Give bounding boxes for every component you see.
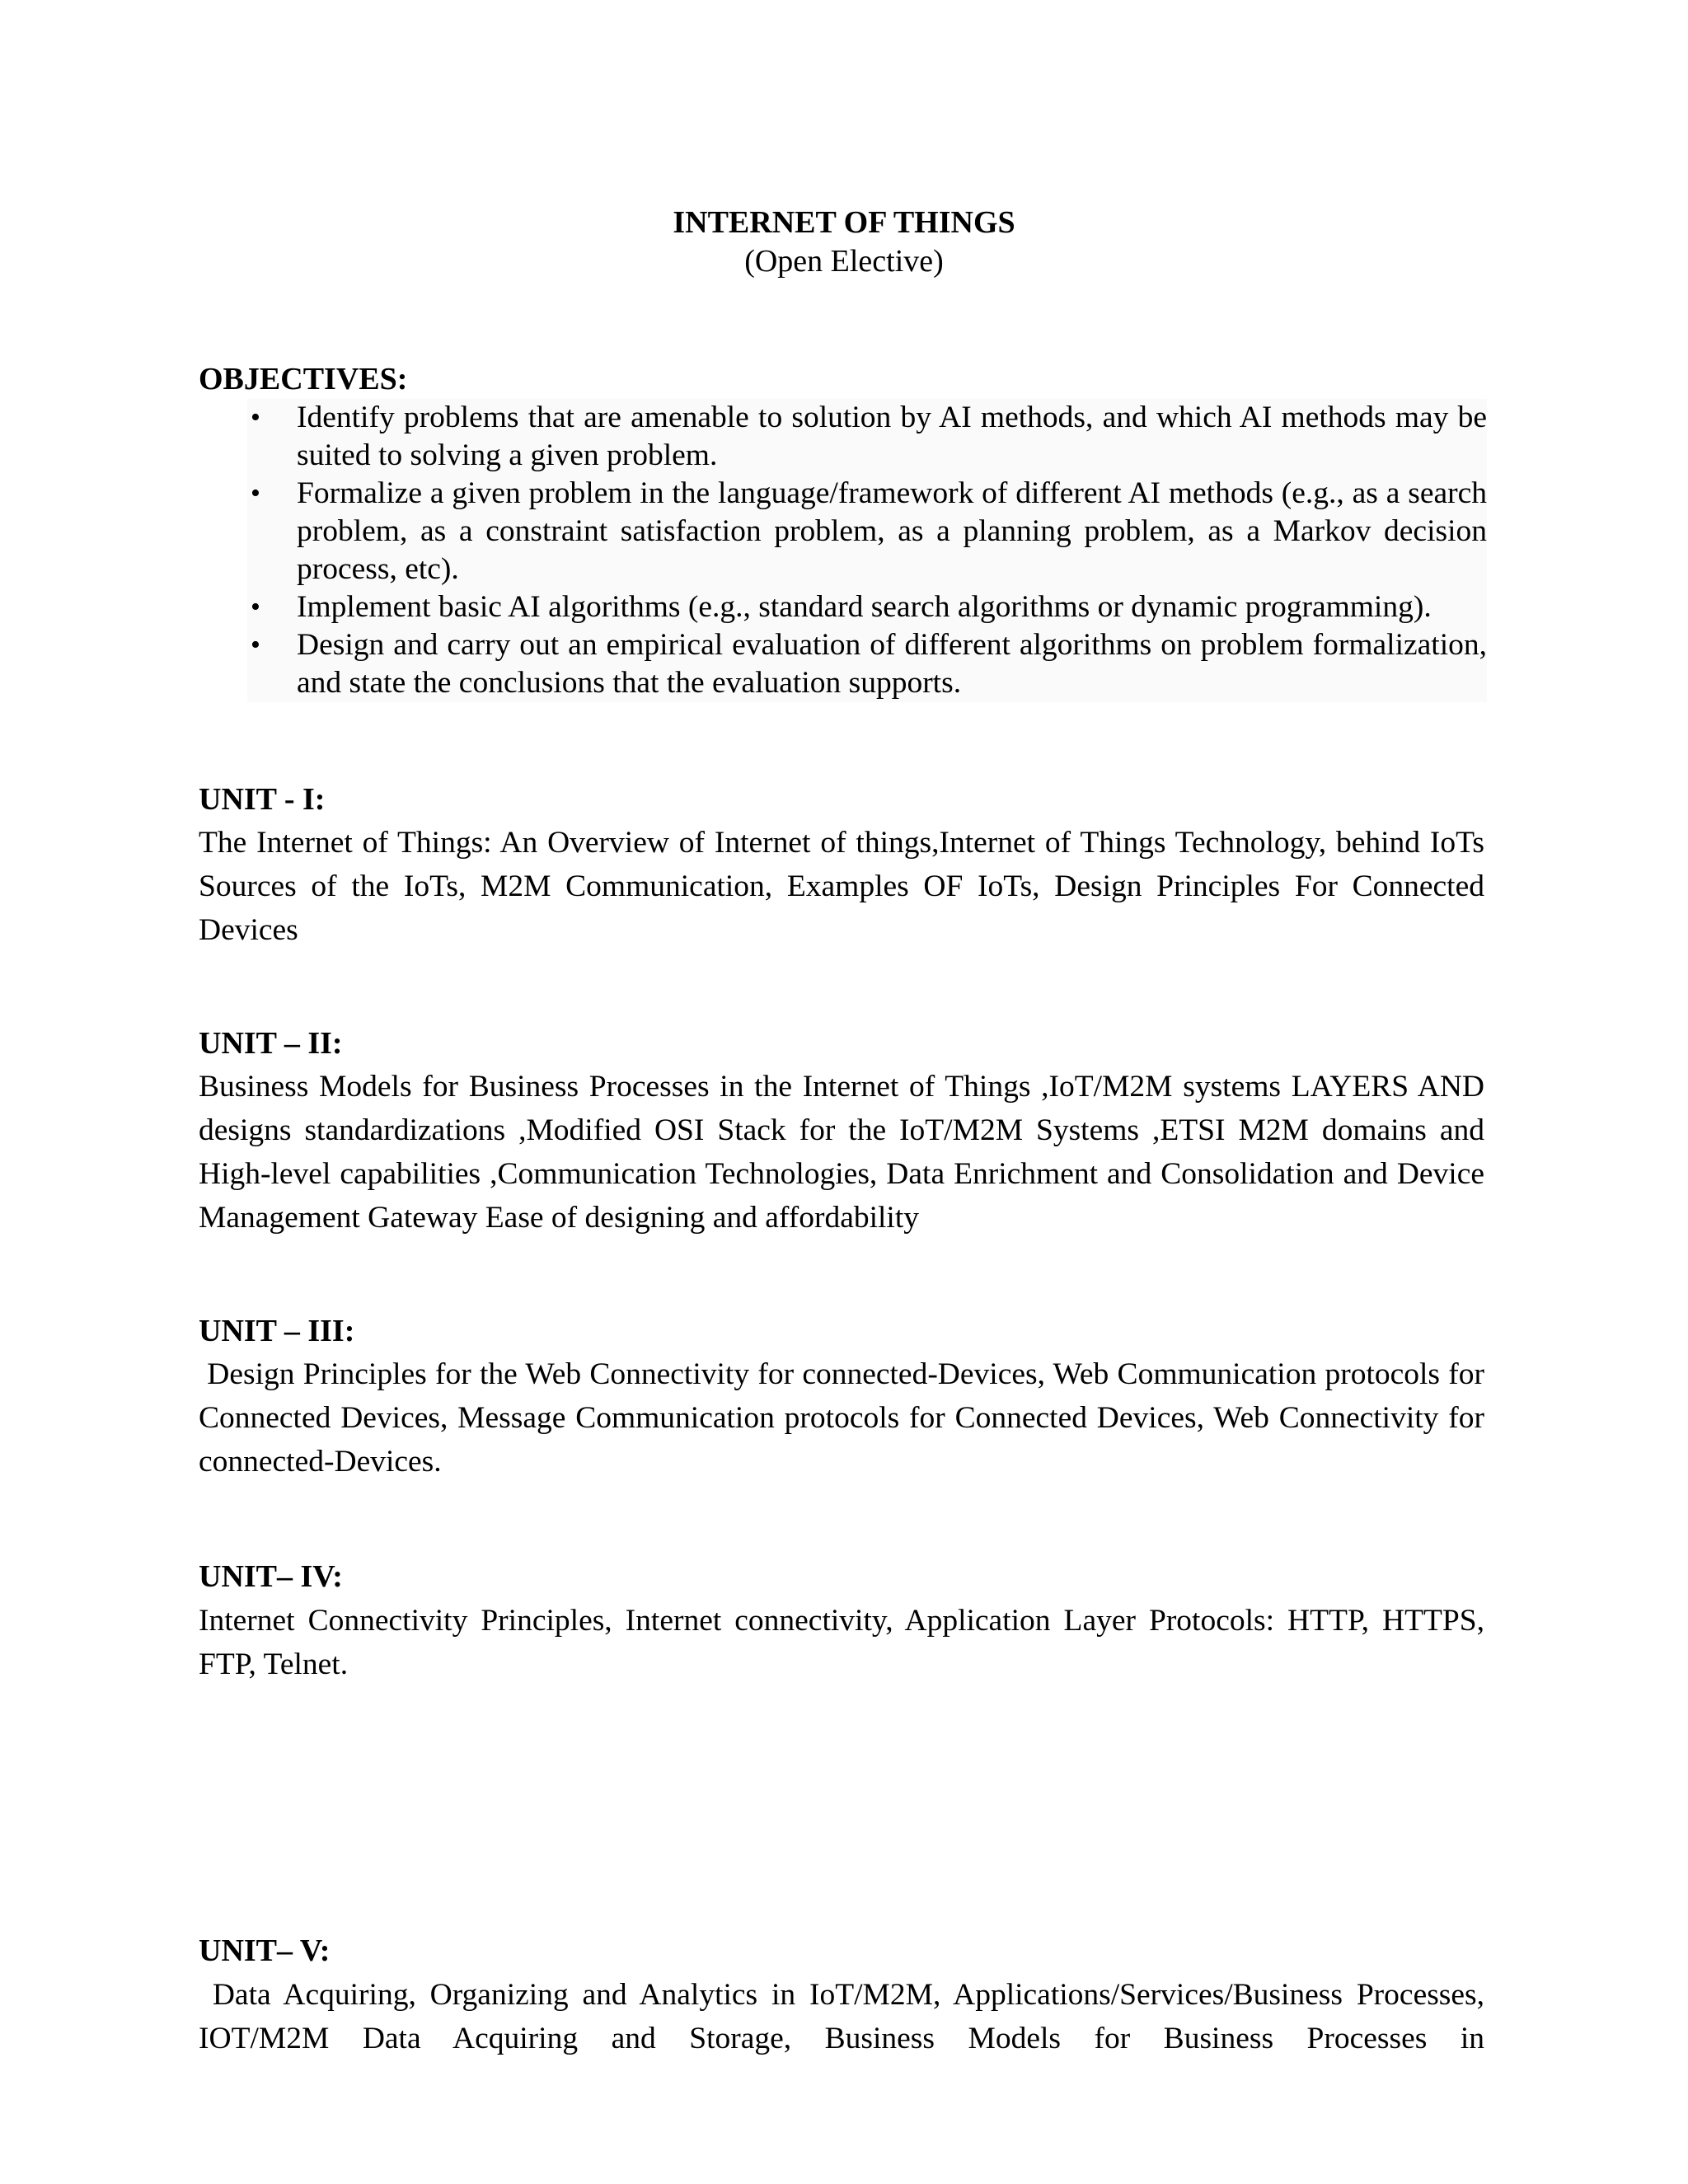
- bullet-icon: •: [251, 402, 260, 433]
- unit-3-text: Design Principles for the Web Connectivity for connected-Devices, Web Communication protocols for Connected Devices, Message Communication protocols for Connected Devices, Web Connectivity for connected-Devices.: [199, 1357, 1493, 1479]
- unit-3-heading: UNIT – III:: [199, 1314, 355, 1348]
- unit-2-heading: UNIT – II:: [199, 1026, 343, 1061]
- objective-text: Identify problems that are amenable to solution by AI methods, and which AI methods may be suited to solving a given problem.: [297, 401, 1487, 472]
- page-subtitle: (Open Elective): [744, 244, 944, 279]
- unit-1-heading: UNIT - I:: [199, 782, 326, 817]
- bullet-icon: •: [251, 592, 260, 622]
- objectives-heading: OBJECTIVES:: [199, 362, 408, 396]
- bullet-icon: •: [251, 478, 260, 509]
- unit-5-heading: UNIT– V:: [199, 1933, 331, 1968]
- unit-2-text: Business Models for Business Processes in the Internet of Things ,IoT/M2M systems LAYERS AND designs standardizations ,Modified OSI Stack for the IoT/M2M Systems ,ETSI M2M domains and High-level capabilities ,Communication Technologies, Data Enrichment and Consolidation and Device Management Gateway Ease of designing and affordability: [199, 1070, 1484, 1235]
- unit-5-text: Data Acquiring, Organizing and Analytics in IoT/M2M, Applications/Services/Business Processes, IOT/M2M Data Acquiring and Storage, Business Models for Business Processes in: [199, 1978, 1493, 2055]
- objectives-list: [247, 399, 1487, 702]
- unit-4-text: Internet Connectivity Principles, Internet connectivity, Application Layer Protocols: HTTP, HTTPS, FTP, Telnet.: [199, 1604, 1484, 1681]
- objective-text: Formalize a given problem in the language/framework of different AI methods (e.g., as a search problem, as a constraint satisfaction problem, as a planning problem, as a Markov decision process, etc).: [297, 476, 1487, 586]
- objective-item: [247, 475, 1487, 588]
- bullet-icon: •: [251, 630, 260, 660]
- page-title: INTERNET OF THINGS: [673, 205, 1015, 240]
- objective-text: Design and carry out an empirical evaluation of different algorithms on problem formalization, and state the conclusions that the evaluation supports.: [297, 628, 1487, 700]
- objective-item: [247, 399, 1487, 475]
- objective-text: Implement basic AI algorithms (e.g., standard search algorithms or dynamic programming).: [297, 590, 1432, 624]
- objective-item: [247, 588, 1487, 626]
- unit-1-text: The Internet of Things: An Overview of Internet of things,Internet of Things Technology, behind IoTs Sources of the IoTs, M2M Communication, Examples OF IoTs, Design Principles For Connected Devices: [199, 826, 1484, 947]
- objective-item: [247, 626, 1487, 702]
- unit-4-heading: UNIT– IV:: [199, 1559, 343, 1594]
